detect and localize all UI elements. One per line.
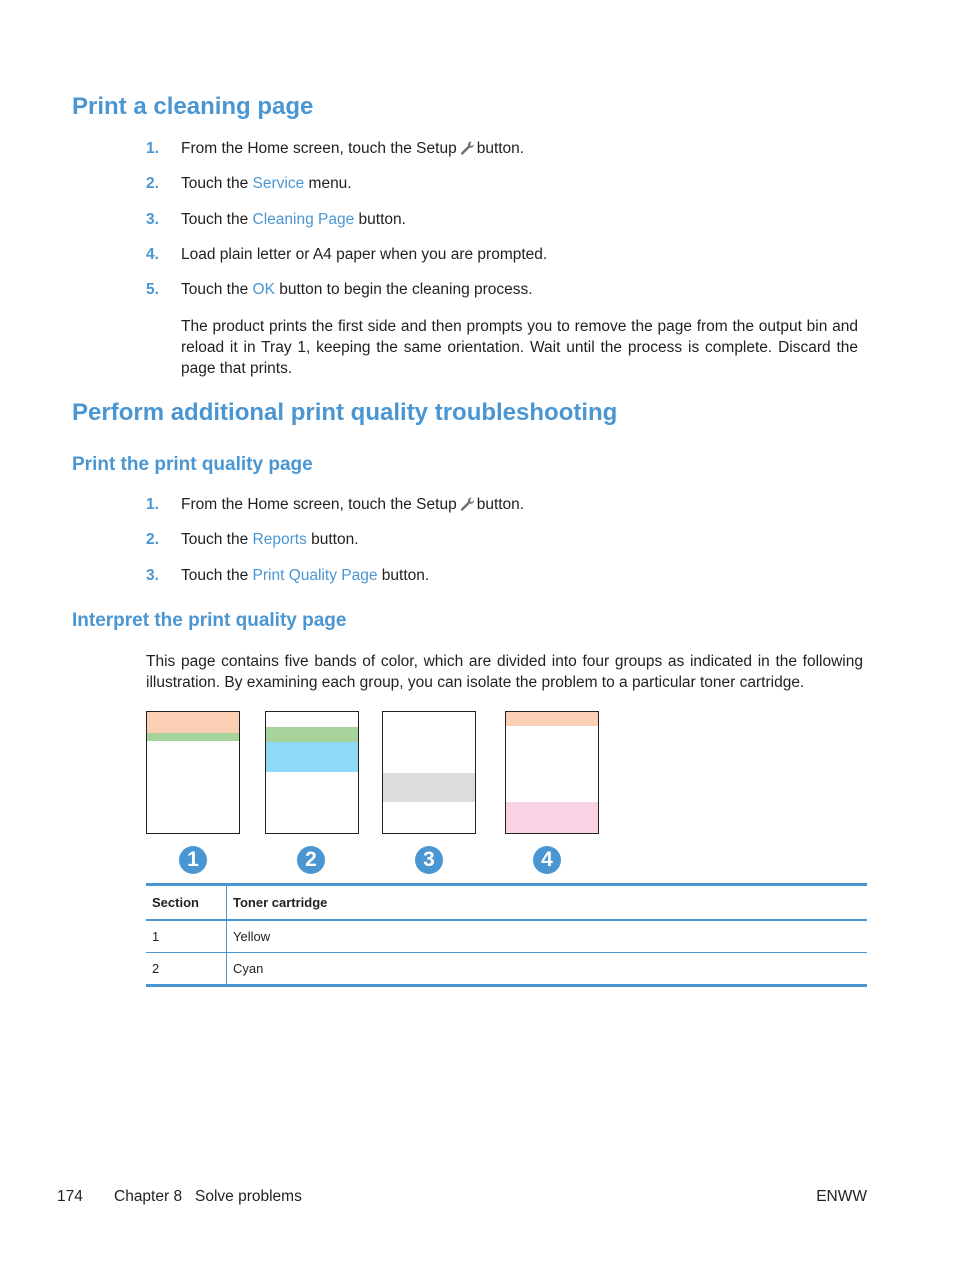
orange-band	[147, 712, 239, 733]
chapter-label: Chapter 8 Solve problems	[114, 1188, 302, 1205]
table-row	[146, 953, 867, 986]
cleaning-page-link[interactable]: Cleaning Page	[252, 211, 355, 228]
wrench-icon	[459, 140, 475, 156]
step-text-post: button to begin the cleaning process.	[279, 281, 533, 298]
cell-toner: Yellow	[227, 920, 868, 953]
print-quality-panel-1	[146, 711, 240, 834]
step-text-post: menu.	[308, 175, 352, 192]
toner-cartridge-table	[146, 883, 867, 987]
print-quality-panel-2	[265, 711, 359, 834]
callout-4-badge: 4	[533, 846, 561, 874]
gray-band	[383, 773, 475, 802]
subsection-title-interpret: Interpret the print quality page	[72, 610, 347, 631]
callout-2-badge: 2	[297, 846, 325, 874]
step-text-post: button.	[358, 211, 406, 228]
page-number: 174	[57, 1188, 83, 1205]
step-text: Touch the	[181, 567, 249, 584]
ok-link[interactable]: OK	[252, 281, 275, 298]
step-text: Touch the	[181, 211, 249, 228]
table-header-row	[146, 885, 867, 921]
green-band	[147, 733, 239, 741]
cell-toner: Cyan	[227, 953, 868, 986]
orange-band	[506, 712, 598, 726]
service-link[interactable]: Service	[252, 175, 305, 192]
step-text-post: button.	[476, 140, 525, 157]
step-text: From the Home screen, touch the Setup	[181, 140, 457, 157]
step-text: From the Home screen, touch the Setup	[181, 496, 457, 513]
step-text: Touch the	[181, 175, 249, 192]
reports-link[interactable]: Reports	[252, 531, 307, 548]
interpret-intro: This page contains five bands of color, which are divided into four groups as indicated in the following illustration. By examining each group, you can isolate the problem to a particular toner cartridge.	[146, 653, 863, 691]
print-quality-page-link[interactable]: Print Quality Page	[252, 567, 378, 584]
footer-right-label: ENWW	[816, 1188, 867, 1205]
step-number: 1.	[146, 140, 159, 157]
table-row	[146, 920, 867, 953]
step-number: 2.	[146, 175, 159, 192]
step-text-post: button.	[311, 531, 359, 548]
wrench-icon	[459, 496, 475, 512]
callout-3-badge: 3	[415, 846, 443, 874]
step-number: 4.	[146, 246, 159, 263]
callout-1-badge: 1	[179, 846, 207, 874]
cell-section: 1	[146, 920, 227, 953]
cyan-band	[266, 742, 358, 772]
column-header-section: Section	[146, 885, 227, 921]
green-band	[266, 727, 358, 742]
step-number: 2.	[146, 531, 159, 548]
column-header-toner-cartridge: Toner cartridge	[227, 885, 868, 921]
step-number: 1.	[146, 496, 159, 513]
pink-band	[506, 802, 598, 833]
cell-section: 2	[146, 953, 227, 986]
subsection-title-print-quality-page: Print the print quality page	[72, 454, 313, 475]
step-text: Load plain letter or A4 paper when you are prompted.	[181, 246, 548, 263]
cleaning-note: The product prints the first side and then prompts you to remove the page from the output bin and reload it in Tray 1, keeping the same orientation. Wait until the process is complete. Discard the page that prints.	[181, 318, 858, 377]
step-text: Touch the	[181, 531, 249, 548]
section-title-cleaning-page: Print a cleaning page	[72, 93, 314, 120]
step-number: 3.	[146, 211, 159, 228]
step-text-post: button.	[476, 496, 525, 513]
step-text-post: button.	[381, 567, 430, 584]
print-quality-panel-3	[382, 711, 476, 834]
step-text: Touch the	[181, 281, 249, 298]
print-quality-panel-4	[505, 711, 599, 834]
section-title-troubleshooting: Perform additional print quality troubleshooting	[72, 399, 618, 426]
step-number: 5.	[146, 281, 159, 298]
step-number: 3.	[146, 567, 159, 584]
